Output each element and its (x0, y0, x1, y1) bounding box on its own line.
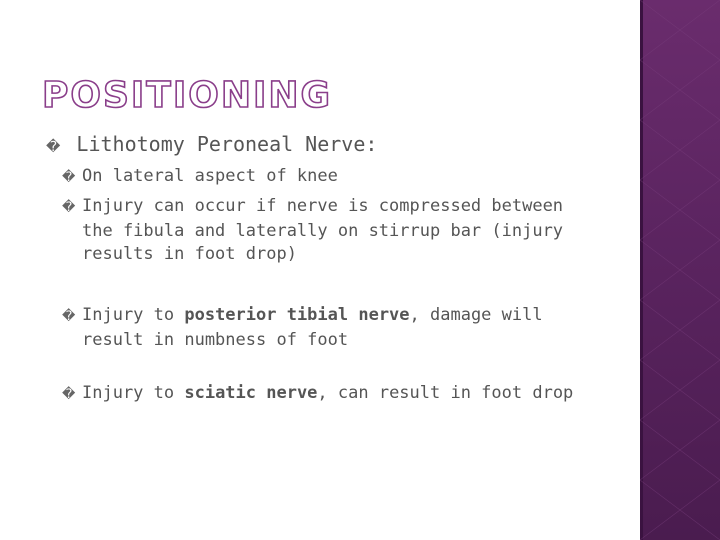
slide-title: POSITIONING (42, 75, 333, 116)
sub-bullet-text-continued: the fibula and laterally on stirrup bar (injury (82, 220, 564, 241)
sub-bullet-text: On lateral aspect of knee (82, 166, 338, 186)
sub-bullet-text: , can result in foot drop (317, 383, 574, 403)
decorative-side-band (640, 0, 720, 540)
bullet-glyph-icon: � (62, 387, 76, 402)
bullet-glyph-icon: � (62, 309, 76, 324)
sub-bullet-2 (62, 195, 622, 267)
sub-bullet-text-continued: results in foot drop) (82, 244, 297, 264)
sub-bullet-text-continued: result in numbness of foot (82, 329, 349, 350)
sub-bullet-1 (62, 165, 622, 190)
bold-term: sciatic nerve (184, 383, 318, 403)
bullet-heading-text: Lithotomy Peroneal Nerve: (76, 132, 378, 156)
bullet-glyph-icon: � (46, 139, 61, 155)
diamond-pattern (640, 0, 720, 540)
bullet-glyph-icon: � (62, 170, 76, 185)
sub-bullet-3 (62, 304, 622, 352)
sub-bullet-text: Injury to (82, 383, 185, 403)
sub-bullet-text: , damage will (409, 305, 543, 325)
sub-bullet-text: Injury can occur if nerve is compressed between (82, 196, 564, 216)
level1-bullet (46, 130, 377, 161)
sub-bullet-4 (62, 382, 622, 407)
bullet-glyph-icon: � (62, 200, 76, 215)
sub-bullet-text: Injury to (82, 305, 185, 325)
bold-term: posterior tibial nerve (184, 305, 410, 325)
